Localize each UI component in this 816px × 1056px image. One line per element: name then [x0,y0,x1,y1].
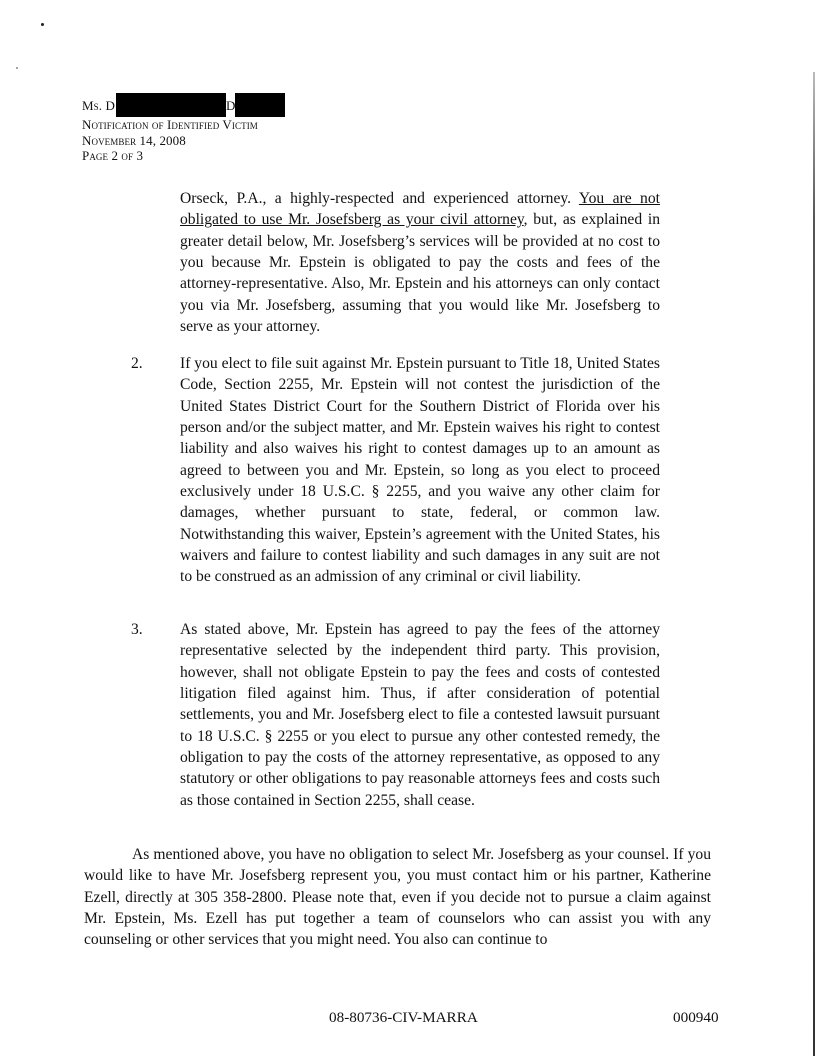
case-number: 08-80736-CIV-MARRA [329,1009,478,1026]
scan-edge-line [813,72,815,1056]
scan-speck [41,23,44,26]
paragraph-text: Orseck, P.A., a highly-respected and experienced attorney. [180,190,579,207]
paragraph-text: , but, as explained in greater detail below, Mr. Josefsberg’s services will be provided at no cost to you because Mr. Epstein is obligated to pay the costs and fees of the attorney-representative. Also, Mr. Epstein and his attorneys can only contact you via Mr. Josefsberg, assuming that you would like Mr. Josefsberg to serve as your attorney. [180,211,660,336]
letter-header [82,93,285,164]
redaction-box [116,93,226,117]
redaction-box [235,93,285,117]
recipient-name: Ms. D [82,98,115,113]
bates-number: 000940 [673,1009,719,1026]
scan-speck [16,67,18,69]
item-text: As stated above, Mr. Epstein has agreed to pay the fees of the attorney representative selected by the independent third party. This provision, however, shall not obligate Epstein to pay the fees and costs of contested litigation filed against him. Thus, if after consideration of potential settlements, you and Mr. Josefsberg elect to file a contested lawsuit pursuant to 18 U.S.C. § 2255 or you elect to pursue any other contested remedy, the obligation to pay the costs of the attorney representative, as opposed to any statutory or other obligations to pay reasonable attorneys fees and costs such as those contained in Section 2255, shall cease. [180,621,660,809]
item-number: 2. [131,355,143,372]
subject-line: Notification of Identified Victim [82,117,258,132]
underlined-text: You are not obligated to use Mr. Josefsberg as your civil attorney [180,190,660,229]
item-number: 3. [131,621,143,638]
item-text: If you elect to file suit against Mr. Epstein pursuant to Title 18, United States Code, Section 2255, Mr. Epstein will not contest the jurisdiction of the United States District Court for the Southern District of Florida over his person and/or the subject matter, and Mr. Epstein waives his right to contest liability and also waives his right to contest damages up to an amount as agreed to between you and Mr. Epstein, so long as you elect to proceed exclusively under 18 U.S.C. § 2255, and you waive any other claim for damages, whether pursuant to state, federal, or common law. Notwithstanding this waiver, Epstein’s agreement with the United States, his waivers and failure to contest liability and such damages in any suit are not to be construed as an admission of any criminal or civil liability. [180,355,660,586]
continuation-paragraph [180,188,660,337]
recipient-name-part: D [225,98,236,113]
paragraph-text: As mentioned above, you have no obligation to select Mr. Josefsberg as your counsel. If you would like to have Mr. Josefsberg represent you, you must contact him or his partner, Katherine Ezell, directly at 305 358-2800. Please note that, even if you decide not to pursue a claim against Mr. Epstein, Ms. Ezell has put together a team of counselors who can assist you with any counseling or other services that you might need. You also can continue to [84,846,711,949]
closing-paragraph [84,844,711,951]
page-indicator: Page 2 of 3 [82,148,144,163]
recipient-line [82,93,285,117]
date-line: November 14, 2008 [82,132,186,148]
